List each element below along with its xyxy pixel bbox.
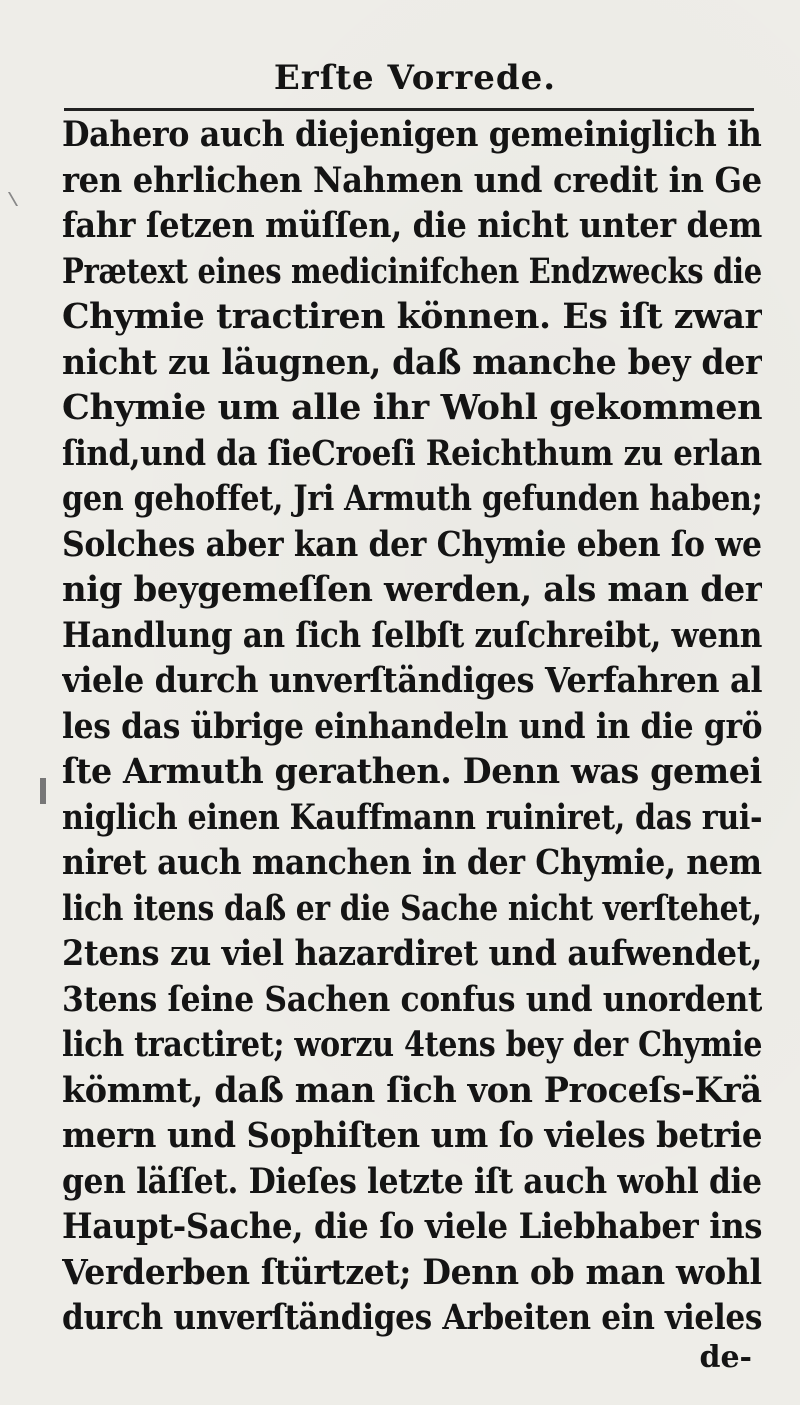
text-line: lich tractiret; worzu 4tens bey der Chymie	[62, 1024, 762, 1065]
margin-mark	[40, 778, 46, 804]
text-line: gen läſſet. Dieſes letzte iſt auch wohl die	[62, 1160, 762, 1202]
text-line: lich itens daß er die Sache nicht verſtehet,	[62, 887, 762, 929]
text-line: niglich einen Kauffmann ruiniret, das rui-	[62, 796, 763, 838]
text-line: gen gehoffet, Jri Armuth gefunden haben;	[62, 478, 763, 519]
text-line: 3tens ſeine Sachen confus und unordent	[62, 978, 763, 1020]
text-line: niret auch manchen in der Chymie, nem	[62, 842, 762, 883]
text-line: 2tens zu viel hazardiret und aufwendet,	[62, 933, 762, 974]
catchword: de-	[699, 1340, 752, 1375]
text-line: Solches aber kan der Chymie eben ſo we	[62, 523, 762, 565]
text-line: mern und Sophiſten um ſo vieles betrie	[62, 1115, 762, 1156]
header-rule	[64, 108, 754, 111]
text-line: durch unverſtändiges Arbeiten ein vieles	[62, 1297, 762, 1338]
text-line: les das übrige einhandeln und in die grö	[62, 705, 762, 747]
gutter-mark	[8, 192, 28, 206]
text-line: ren ehrlichen Nahmen und credit in Ge	[62, 159, 762, 201]
text-line: ſind,und da ſieCroeſi Reichthum zu erlan	[62, 432, 762, 474]
text-line: fahr ſetzen müſſen, die nicht unter dem	[62, 205, 762, 246]
text-line: viele durch unverſtändiges Verfahren al	[62, 660, 762, 701]
text-line: Prætext eines medicinifchen Endzwecks die	[62, 250, 762, 292]
text-line: Chymie tractiren können. Es iſt zwar	[62, 296, 763, 337]
text-line: Dahero auch diejenigen gemeiniglich ih	[62, 114, 762, 155]
text-line: Haupt-Sache, die ſo viele Liebhaber ins	[62, 1206, 762, 1247]
text-line: kömmt, daß man ſich von Proceſs-Krä	[62, 1069, 762, 1111]
text-line: Chymie um alle ihr Wohl gekommen	[62, 387, 762, 428]
text-line: Handlung an ſich ſelbſt zuſchreibt, wenn	[62, 614, 763, 656]
text-line: nig beygemeſſen werden, als man der	[62, 569, 762, 610]
text-line: nicht zu läugnen, daß manche bey der	[62, 341, 763, 383]
text-line: Verderben ſtürtzet; Denn ob man wohl	[62, 1251, 762, 1293]
body-text	[62, 112, 762, 1341]
text-line: ſte Armuth gerathen. Denn was gemei	[62, 751, 762, 792]
running-head: Erſte Vorrede.	[273, 58, 557, 98]
